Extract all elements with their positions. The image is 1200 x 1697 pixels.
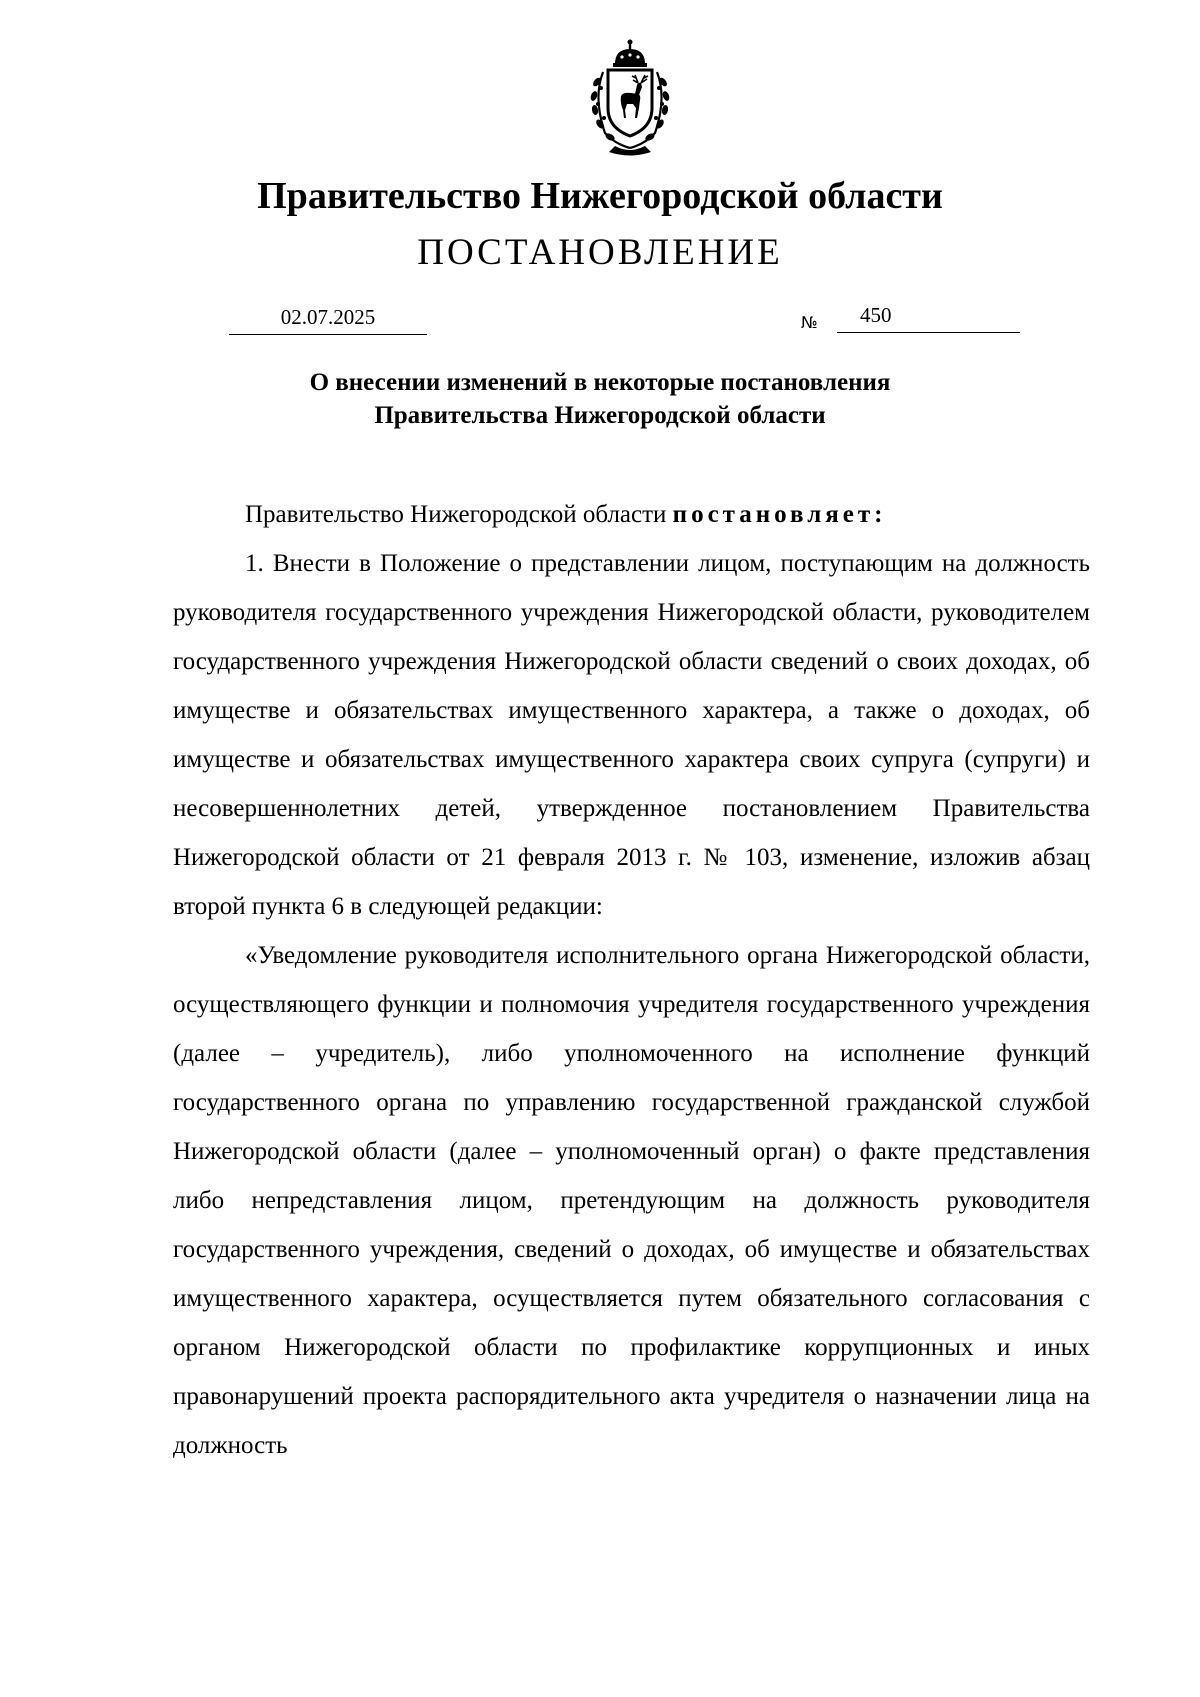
document-subject [0, 366, 1200, 432]
document-number [837, 300, 1020, 333]
paragraph-1: 1. Внести в Положение о представлении лицом, поступающим на должность руководителя государственного учреждения Нижегородской области, руководителем государственного учреждения Нижегородской области сведений о своих доходах, об имуществе и обязательствах имущественного характера, а также о доходах, об имуществе и обязательствах имущественного характера своих супруга (супруги) и несовершеннолетних детей, утвержденное постановлением Правительства Нижегородской области от 21 февраля 2013 г. № 103, изменение, изложив абзац второй пункта 6 в следующей редакции: [173, 550, 1090, 920]
paragraph-2: «Уведомление руководителя исполнительного органа Нижегородской области, осуществляющего функции и полномочия учредителя государственного учреждения (далее – учредитель), либо уполномоченного на исполнение функций государственного органа по управлению государственной гражданской службой Нижегородской области (далее – уполномоченный орган) о факте представления либо непредставления лицом, претендующим на должность руководителя государственного учреждения, сведений о доходах, об имуществе и обязательствах имущественного характера, осуществляется путем обязательного согласования с органом Нижегородской области по профилактике коррупционных и иных правонарушений проекта распорядительного акта учредителя о назначении лица на должность [173, 942, 1090, 1459]
preamble-verb: постановляет: [672, 501, 887, 528]
document-number-value: 450 [860, 303, 892, 327]
document-body [173, 490, 1090, 1470]
number-sign: № [801, 313, 818, 332]
coat-of-arms-icon [575, 38, 685, 156]
subject-line-1: О внесении изменений в некоторые постановления [309, 369, 891, 396]
preamble [173, 490, 1090, 539]
organization-title: Правительство Нижегородской области [257, 175, 943, 217]
document-date [229, 302, 427, 335]
preamble-text: Правительство Нижегородской области [245, 501, 667, 528]
document-type: ПОСТАНОВЛЕНИЕ [417, 232, 783, 273]
subject-line-2: Правительства Нижегородской области [374, 402, 826, 429]
document-date-value: 02.07.2025 [280, 305, 376, 329]
